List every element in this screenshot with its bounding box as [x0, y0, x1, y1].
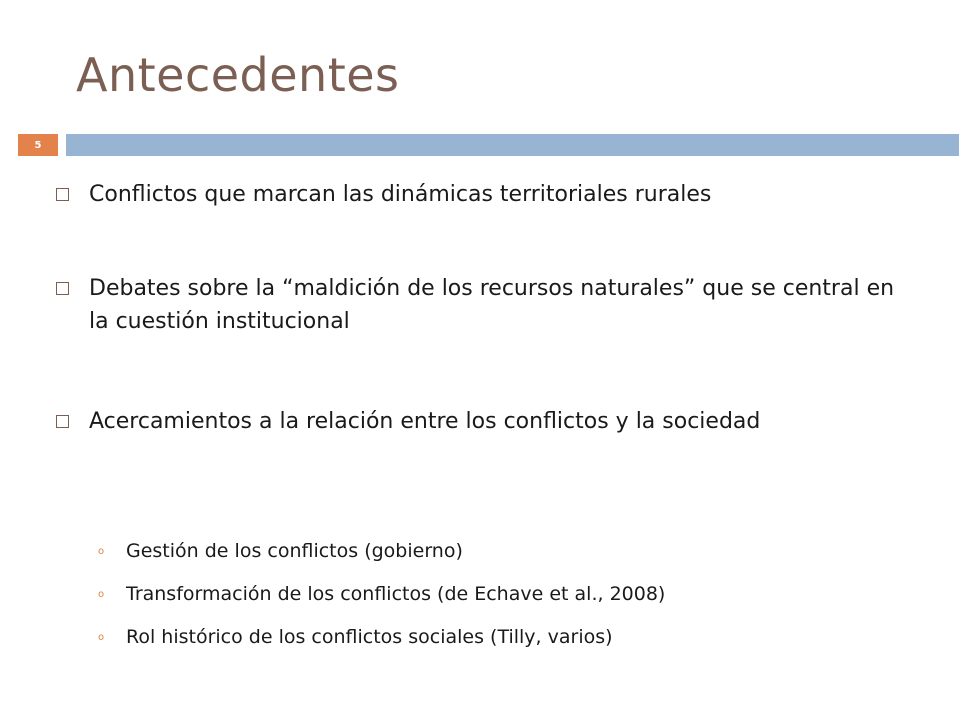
bullet-text: Conflictos que marcan las dinámicas territoriales rurales [89, 182, 712, 207]
sub-bullet-text: Rol histórico de los conflictos sociales (Tilly, varios) [126, 626, 613, 648]
header-divider-bar [66, 134, 959, 156]
sub-bullet-item [98, 624, 918, 651]
bullet-item [56, 178, 916, 211]
bullet-text: Debates sobre la “maldición de los recursos naturales” que se central en la cuestión institucional [89, 276, 895, 334]
circle-bullet-icon: o [98, 589, 105, 600]
bullet-text: Acercamientos a la relación entre los conflictos y la sociedad [89, 409, 761, 434]
sub-bullet-item [98, 581, 918, 608]
circle-bullet-icon: o [98, 632, 105, 643]
slide-number: 5 [34, 139, 42, 151]
sub-bullet-text: Transformación de los conflictos (de Echave et al., 2008) [126, 583, 666, 605]
square-bullet-icon [56, 282, 69, 295]
bullet-item [56, 272, 916, 338]
square-bullet-icon [56, 188, 69, 201]
slide-number-badge [18, 134, 58, 156]
slide-title: Antecedentes [76, 48, 400, 102]
sub-bullet-item [98, 538, 918, 565]
bullet-item [56, 405, 916, 438]
circle-bullet-icon: o [98, 546, 105, 557]
square-bullet-icon [56, 415, 69, 428]
sub-bullet-text: Gestión de los conflictos (gobierno) [126, 540, 463, 562]
